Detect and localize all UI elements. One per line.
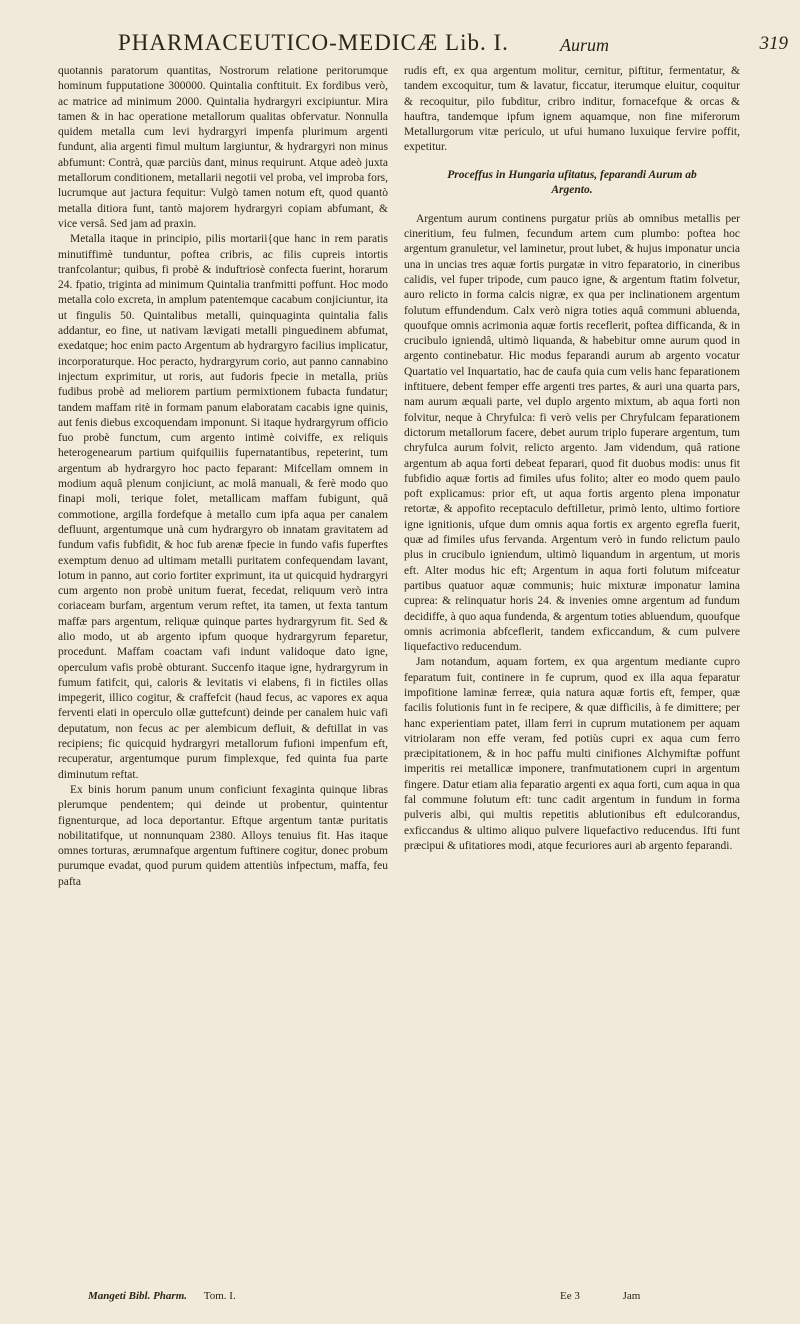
paragraph: Jam notandum, aquam fortem, ex qua argentum mediante cupro feparatum fuit, continere in fe cuprum, quod ex illa aqua feparatur impofitione laminæ ferreæ, quia natura aquæ fortis eft, femper, quæ facilis folutionis funt in fe recipere, & quæ difficilis, à fe dimittere; per hanc experientiam patet, illam ferri in cuprum mutationem per aquam vitriolaram non effe veram, fed potiùs cupri ex aqua cum ferro præcipitationem, & in hoc paffu multi cinifiones Alchymiftæ poffunt imperitis rei metallicæ imponere, tranfmutationem cupri in argentum fingere. Datur etiam alia feparatio argenti ex aqua forti, cum aqua in qua fal commune folutum eft: tunc cadit argentum in fundum in forma pulveris albi, qui multis repetitis ablutionibus eft edulcorandus, exficcandus & ultimo aliquo pulvere liquefactivo reducendus. Ifti funt præcipui & ufitatiores modi, atque fecuriores auri ab argento feparandi. bbox=[404, 656, 740, 852]
signature-mark: Ee 3 bbox=[560, 1290, 580, 1302]
footer-right bbox=[560, 1290, 750, 1308]
running-head-title: PHARMACEUTICO-MEDICÆ Lib. I. bbox=[118, 30, 509, 55]
paragraph: Argentum aurum continens purgatur priùs ab omnibus metallis per cineritium, feu fulmen, fecundum artem cum plumbo: poftea hoc argentum granuletur, vel laminetur, prout lubet, & hujus imponatur uncia una in uncias tres aquæ fortis purgatæ in vitro feparatorio, in cineribus calidis, vel fuper tripode, cum pauco igne, & argentum ftatim folvetur, auro relicto in forma calcis nigræ, ex qua per inclinationem argentum folutum effundendum. Calx verò nigra toties aquâ communi abluenda, quoufque omnis acrimonia aquæ fortis receflerit, poftea difficanda, & in crucibulo igniendâ, ultimò liquanda, & habebitur omne aurum quod in argento continebatur. Hic modus feparandi aurum ab argento vocatur Quartatio vel Inquartatio, hac de caufa quia cum velis hanc feparationem inftituere, debent femper effe argenti tres partes, & auri una quarta pars, nam aurum æquali parte, vel duplo argento mixtum, ab aqua forti non folvitur, neque à Chryfulca: fi verò velis per Chryfulcam feparationem dictorum metallorum facere, debet aurum triplo fuperare argentum, tum chryfulca aurum folvit, relicto argento. Jam videndum, quâ ratione argentum ab aqua forti debeat feparari, quod fit duobus modis: unus fit fubfidio aquæ fortis ad fimiles ufus folito; alter eo modo quem paulo poft explicamus: prior eft, ut aqua fortis argento plena imponatur retortæ, & appofito receptaculo deftilletur, primò lento, ultimo fortiore igne ignitionis, ufque dum omnis aqua fortis ex argento egrefla fuerit, quæ ad fimiles ufus fervanda. Argentum verò in fundo relictum paulo plus in crucibulo igniendum, ultimò liquandum in argentum, ut moris eft. Alter modus hic eft; Argentum in aqua forti folutum mifceatur partibus quatuor aquæ communis; huic mixturæ imponatur lamina cuprea: & relinquatur horis 24. & invenies omne argentum ad fundum decidiffe, à quo aqua fundenda, & argentum toties abluendum, quoufque omnis acrimonia abfceflerit, tandem exficcandum, & cum pulvere liquefactivo reducendum. bbox=[404, 212, 740, 654]
running-head bbox=[118, 30, 788, 64]
catchword: Jam bbox=[622, 1290, 641, 1302]
paragraph: Metalla itaque in principio, pilis mortarii{que hanc in rem paratis minutiffimè tunduntur, poftea cribris, ac filis cupreis intortis tranfcolantur; quibus, fi probè & induftriosè confecta fuerint, horarum 24. fpatio, triginta ad minimum Quintalia tranfmitti poffunt. Hoc modo metalla colo excreta, in amplum patentemque cacabum conjiciuntur, ita ut fingulis 50. Quintalibus metalli, quinquaginta quintalia falis addantur, eo fine, ut nativam lævigati metalli pinguedinem abfumat, exedatque; hoc enim pacto Argentum ab hydrargyro facilius implicatur, incorporaturque. Hoc peracto, hydrargyrum corio, aut panno cannabino injectum exprimitur, ut roris, aut fudoris fpecie in metalla, priùs fudibus probè ad meliorem partium permixtionem fubacta fundatur; tandem maffam ritè in formam panum elaboratam cacabis igne quinis, aut fenis diebus excoquendam imponunt. Si itaque hydrargyrum officio fuo probè functum, cum argento intimè coiviffe, ex reliquis heterogenearum partium quifquiliis fupernatantibus, repeterint, tum argentum ab hydrargyro hoc pacto feparant: Mifcellam omnem in modium aquâ plenum conjiciunt, ac molâ manuali, & ferè modo quo finapi moli, terique folet, metallicam maffam fubigunt, quâ commotione, argilla fordefque à metallo cum ipfa aqua per canalem defluunt, argentumque unà cum hydrargyro ob innatam gravitatem ad fundum vafis fubfidit, & hoc fub arenæ fpecie in fundo vafis fuperftes exemptum denuo ad ultimam metalli puritatem confequendam lavant, lotum in panno, aut corio fortiter exprimunt, ita ut quicquid hydrargyri cum argento non probè unitum fuerat, fecedat, reliquum verò intra coriaceam burfam, argentum verum reftet, ita tamen, ut fexta tantum maffæ pars argentum, reliquæ quinque partes hydrargyrum fit. Sed & alio modo, ut ab argento ipfum quoque hydrargyrum feparetur, procedunt. Maffam coactam vafi indunt validoque dato igne, operculum vafis probè obturant. Succenfo itaque igne, hydrargyrum in fumum fatifcit, qui, caloris & levitatis vi elabens, fi in fictiles ollas impegerit, illico cogitur, & craffefcit (haud fecus, ac vapores ex aqua ferventi elati in operculo ollæ guttefcunt) deinde per canalem huic vafi deputatum, non fecus ac per alembicum defluit, & deftillat in vas recipiens; fic quicquid hydrargyri metallorum fufioni impenfum eft, recuperatur, argentumque purum fimplexque, fed quinta fua parte diminutum reftat. bbox=[58, 233, 388, 781]
footer-left bbox=[88, 1290, 388, 1308]
footer-source: Mangeti Bibl. Pharm. bbox=[88, 1290, 188, 1302]
paragraph: Ex binis horum panum unum conficiunt fexaginta quinque libras plerumque pendentem; qui deinde ut probentur, quintentur fignenturque, ad loca deportantur. Eftque argentum tantæ puritatis nobilitatifque, ut nonnunquam 2380. Alloys tenuius fit. Has itaque omnes torturas, ærumnafque argentum fuftinere cogitur, donec probum purumque evadat, quod purum quidem attentiùs infpectum, maffa, feu pafta bbox=[58, 783, 388, 888]
running-head-section: Aurum bbox=[560, 35, 609, 55]
paragraph: quotannis paratorum quantitas, Nostrorum relatione peritorumque hominum fupputatione 300000. Quintalia conftituit. Ex fordibus verò, ac matrice ad minimum 2000. Quintalia hydrargyri excipiuntur. Mira tamen & in hac operatione metallorum qualitas obfervatur. Nonnulla quidem metalla cum levi hydrargyri impenfa plurimum argenti fundunt, alia argenti fimul multum largiuntur, & hydrargyri non minus abfumunt: Contrà, quæ parciùs dant, minus requirunt. Atque adeò juxta metallorum conditionem, metallarii negotii vel proba, vel improba fors, lucrumque aut jactura fequitur: Vulgò tamen notum eft, quod quantò metalla ditiora funt, tantò majorem hydrargyri copiam abfumant, & vice versâ. Sed jam ad praxin. bbox=[58, 65, 388, 230]
section-heading: Proceffus in Hungaria ufitatus, feparandi Aurum ab Argento. bbox=[447, 168, 697, 196]
left-column bbox=[58, 64, 388, 1284]
paragraph: rudis eft, ex qua argentum molitur, cernitur, piftitur, fermentatur, & tandem excoquitur, tum & lavatur, ficcatur, iterumque eluitur, coquitur & recoquitur, pilo fubditur, cribro inditur, fornacefque & orcas & hauftra, tandemque ipfum ignem aquamque, non fine miferorum Metallurgorum vitæ periculo, ut ufui humano luxuique fervire poffit, expetitur. bbox=[404, 65, 740, 154]
right-column bbox=[404, 64, 740, 1284]
footer-tome: Tom. I. bbox=[203, 1290, 236, 1302]
page-number: 319 bbox=[759, 33, 788, 54]
